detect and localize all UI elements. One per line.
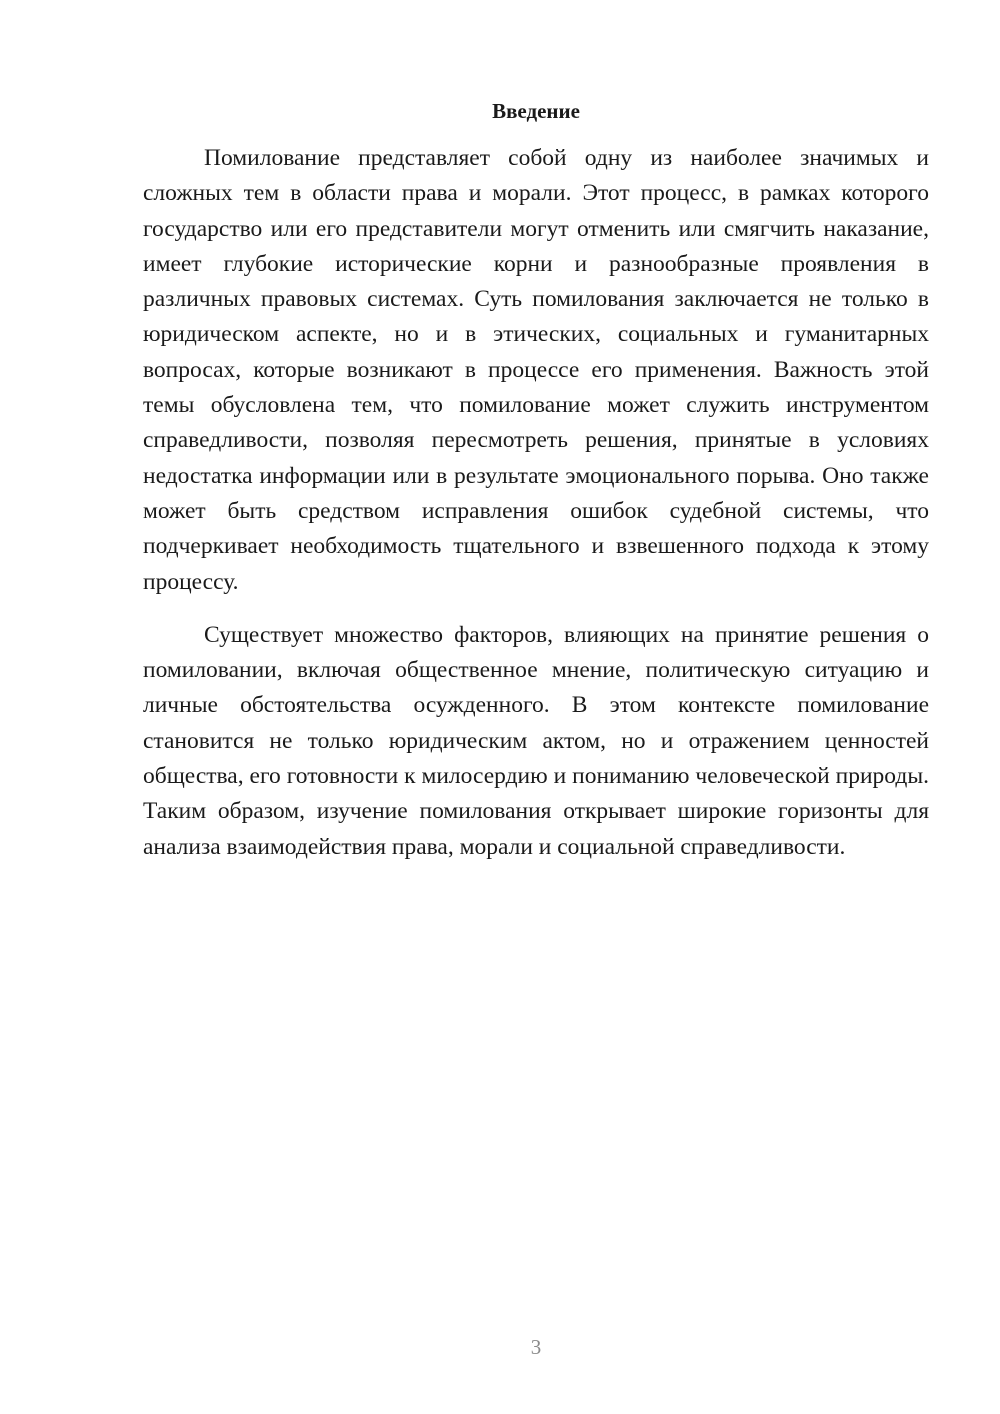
- paragraph-2: Существует множество факторов, влияющих на принятие решения о помиловании, включая общественное мнение, политическую ситуацию и личные обстоятельства осужденного. В этом контексте помилование становится не только юридическим актом, но и отражением ценностей общества, его готовности к милосердию и пониманию человеческой природы. Таким образом, изучение помилования открывает широкие горизонты для анализа взаимодействия права, морали и социальной справедливости.: [143, 621, 929, 860]
- section-heading: Введение: [492, 99, 580, 123]
- page-number: 3: [530, 1335, 542, 1359]
- body-text: [143, 141, 929, 865]
- paragraph-1: Помилование представляет собой одну из наиболее значимых и сложных тем в области права и морали. Этот процесс, в рамках которого государство или его представители могут отменить или смягчить наказание, имеет глубокие исторические корни и разнообразные проявления в различных правовых системах. Суть помилования заключается не только в юридическом аспекте, но и в этических, социальных и гуманитарных вопросах, которые возникают в процессе его применения. Важность этой темы обусловлена тем, что помилование может служить инструментом справедливости, позволяя пересмотреть решения, принятые в условиях недостатка информации или в результате эмоционального порыва. Оно также может быть средством исправления ошибок судебной системы, что подчеркивает необходимость тщательного и взвешенного подхода к этому процессу.: [143, 145, 929, 595]
